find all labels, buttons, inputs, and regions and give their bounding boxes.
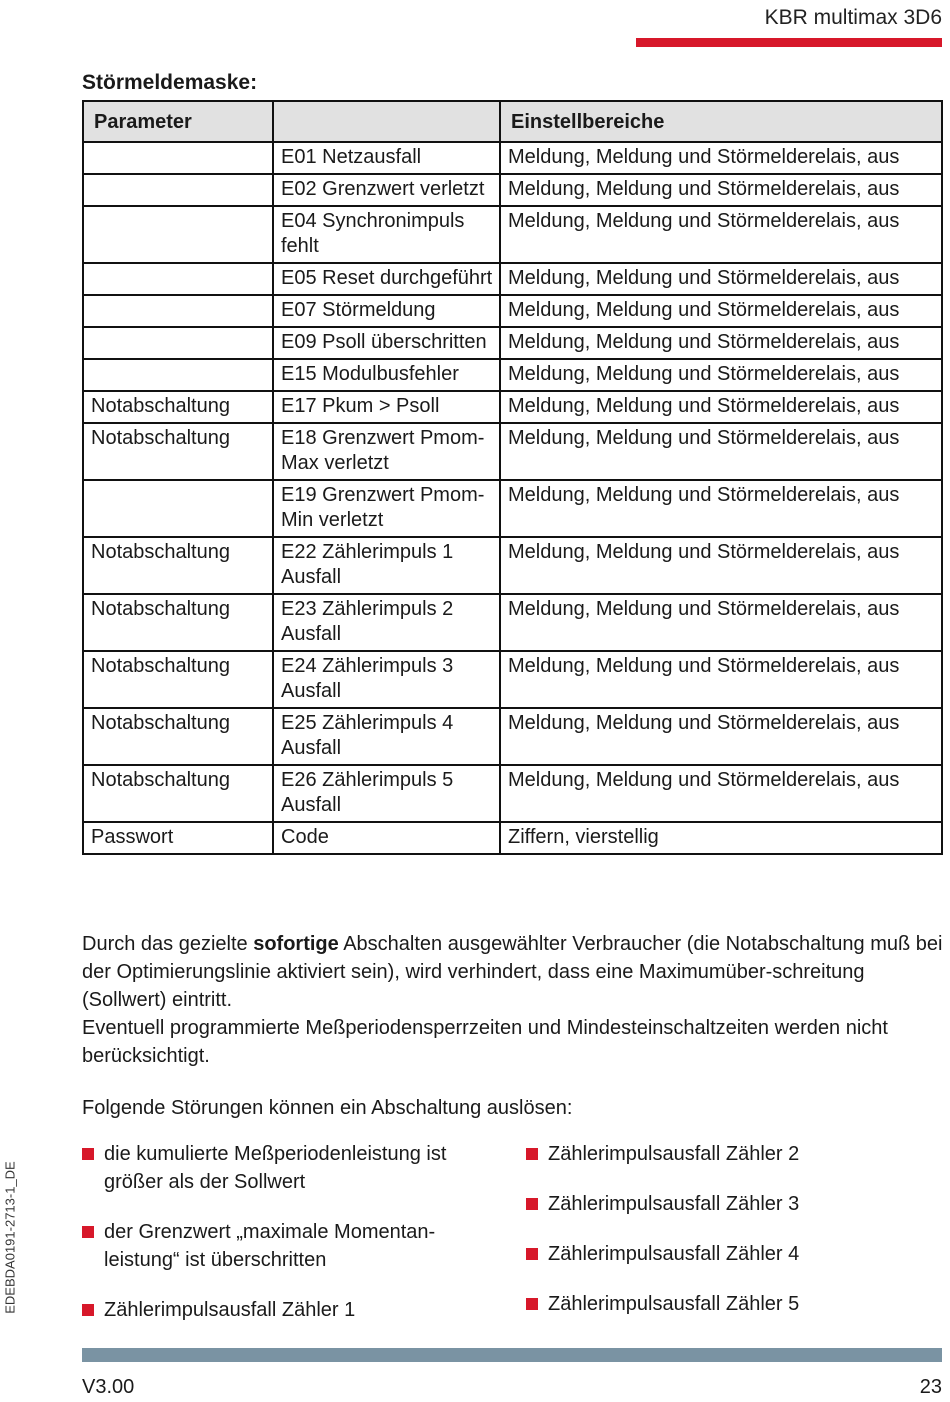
bullet-square-icon <box>82 1226 94 1238</box>
bullet-square-icon <box>82 1304 94 1316</box>
list-item: der Grenzwert „maximale Momentan-leistung“ ist überschritten <box>82 1218 502 1274</box>
bullet-square-icon <box>526 1198 538 1210</box>
cell-parameter <box>83 295 273 327</box>
cell-event: E25 Zählerimpuls 4 Ausfall <box>273 708 500 765</box>
cell-setting-range: Ziffern, vierstellig <box>500 822 942 854</box>
document-header-title: KBR multimax 3D6 <box>764 6 942 29</box>
table-row <box>83 206 942 263</box>
list-item: Zählerimpulsausfall Zähler 5 <box>526 1290 936 1318</box>
cell-parameter: Notabschaltung <box>83 651 273 708</box>
cell-parameter: Passwort <box>83 822 273 854</box>
list-item: Zählerimpulsausfall Zähler 1 <box>82 1296 502 1324</box>
document-code: EDEBDA0191-2713-1_DE <box>2 1161 18 1314</box>
list-item: Zählerimpulsausfall Zähler 2 <box>526 1140 936 1168</box>
cell-parameter <box>83 263 273 295</box>
list-item: die kumulierte Meßperiodenleistung ist größer als der Sollwert <box>82 1140 502 1196</box>
cell-event: E04 Synchronimpuls fehlt <box>273 206 500 263</box>
section-title: Störmeldemaske: <box>82 71 258 94</box>
header-event <box>273 101 500 142</box>
cell-parameter <box>83 327 273 359</box>
cell-event: E09 Psoll überschritten <box>273 327 500 359</box>
cell-event: E26 Zählerimpuls 5 Ausfall <box>273 765 500 822</box>
table-row <box>83 594 942 651</box>
table-header-row <box>83 101 942 142</box>
table-row <box>83 174 942 206</box>
parameter-table <box>82 100 943 855</box>
cell-setting-range: Meldung, Meldung und Störmelderelais, aus <box>500 423 942 480</box>
cell-setting-range: Meldung, Meldung und Störmelderelais, aus <box>500 708 942 765</box>
cell-parameter: Notabschaltung <box>83 537 273 594</box>
cell-setting-range: Meldung, Meldung und Störmelderelais, aus <box>500 295 942 327</box>
cell-event: E18 Grenzwert Pmom-Max verletzt <box>273 423 500 480</box>
intro-text-part1: Durch das gezielte <box>82 933 254 955</box>
cell-parameter <box>83 174 273 206</box>
cell-setting-range: Meldung, Meldung und Störmelderelais, aus <box>500 651 942 708</box>
table-row <box>83 708 942 765</box>
cell-parameter <box>83 359 273 391</box>
footer-version: V3.00 <box>82 1376 135 1398</box>
table-row <box>83 359 942 391</box>
table-row <box>83 263 942 295</box>
page-number: 23 <box>919 1376 942 1398</box>
cell-parameter: Notabschaltung <box>83 594 273 651</box>
intro-text-line2: Eventuell programmierte Meßperiodensperrzeiten und Mindesteinschaltzeiten werden nicht berücksichtigt. <box>82 1017 888 1067</box>
list-item: Zählerimpulsausfall Zähler 3 <box>526 1190 936 1218</box>
cell-event: E23 Zählerimpuls 2 Ausfall <box>273 594 500 651</box>
cell-setting-range: Meldung, Meldung und Störmelderelais, aus <box>500 206 942 263</box>
cell-parameter: Notabschaltung <box>83 708 273 765</box>
cell-setting-range: Meldung, Meldung und Störmelderelais, aus <box>500 263 942 295</box>
footer-bar <box>82 1348 942 1362</box>
table-row <box>83 651 942 708</box>
table-row <box>83 765 942 822</box>
cell-event: E17 Pkum > Psoll <box>273 391 500 423</box>
table-row <box>83 391 942 423</box>
cell-parameter: Notabschaltung <box>83 765 273 822</box>
table-row <box>83 327 942 359</box>
bullet-list-left <box>82 1140 502 1346</box>
table-row <box>83 295 942 327</box>
intro-text-part2: Abschalten ausgewählter Verbraucher (die Notabschaltung muß bei der Optimierungslinie aktiviert sein), wird verhindert, dass eine Maximumüber-schreitung (Sollwert) eintritt. <box>82 933 943 1011</box>
cell-event: E01 Netzausfall <box>273 142 500 174</box>
cell-setting-range: Meldung, Meldung und Störmelderelais, aus <box>500 480 942 537</box>
header-setting-ranges: Einstellbereiche <box>500 101 942 142</box>
bullet-square-icon <box>526 1298 538 1310</box>
cell-event: E02 Grenzwert verletzt <box>273 174 500 206</box>
cell-setting-range: Meldung, Meldung und Störmelderelais, aus <box>500 142 942 174</box>
cell-setting-range: Meldung, Meldung und Störmelderelais, aus <box>500 359 942 391</box>
cell-setting-range: Meldung, Meldung und Störmelderelais, aus <box>500 537 942 594</box>
cell-parameter: Notabschaltung <box>83 423 273 480</box>
lead-text: Folgende Störungen können ein Abschaltung auslösen: <box>82 1097 573 1119</box>
list-item: Zählerimpulsausfall Zähler 4 <box>526 1240 936 1268</box>
table-body <box>83 142 942 854</box>
cell-event: E22 Zählerimpuls 1 Ausfall <box>273 537 500 594</box>
table-row <box>83 537 942 594</box>
bullet-square-icon <box>526 1248 538 1260</box>
header-accent-bar <box>636 38 942 47</box>
cell-event: E19 Grenzwert Pmom-Min verletzt <box>273 480 500 537</box>
cell-setting-range: Meldung, Meldung und Störmelderelais, aus <box>500 391 942 423</box>
table-row <box>83 480 942 537</box>
intro-bold-word: sofortige <box>253 933 339 955</box>
intro-paragraph <box>82 930 944 1070</box>
cell-setting-range: Meldung, Meldung und Störmelderelais, aus <box>500 765 942 822</box>
table-row <box>83 423 942 480</box>
cell-setting-range: Meldung, Meldung und Störmelderelais, aus <box>500 174 942 206</box>
table-row <box>83 822 942 854</box>
cell-setting-range: Meldung, Meldung und Störmelderelais, aus <box>500 327 942 359</box>
bullet-square-icon <box>526 1148 538 1160</box>
cell-event: Code <box>273 822 500 854</box>
bullet-square-icon <box>82 1148 94 1160</box>
header-parameter: Parameter <box>83 101 273 142</box>
cell-event: E07 Störmeldung <box>273 295 500 327</box>
table-row <box>83 142 942 174</box>
cell-parameter <box>83 142 273 174</box>
cell-event: E15 Modulbusfehler <box>273 359 500 391</box>
cell-setting-range: Meldung, Meldung und Störmelderelais, aus <box>500 594 942 651</box>
cell-event: E24 Zählerimpuls 3 Ausfall <box>273 651 500 708</box>
cell-event: E05 Reset durchgeführt <box>273 263 500 295</box>
cell-parameter <box>83 480 273 537</box>
cell-parameter <box>83 206 273 263</box>
bullet-list-right <box>526 1140 936 1340</box>
cell-parameter: Notabschaltung <box>83 391 273 423</box>
